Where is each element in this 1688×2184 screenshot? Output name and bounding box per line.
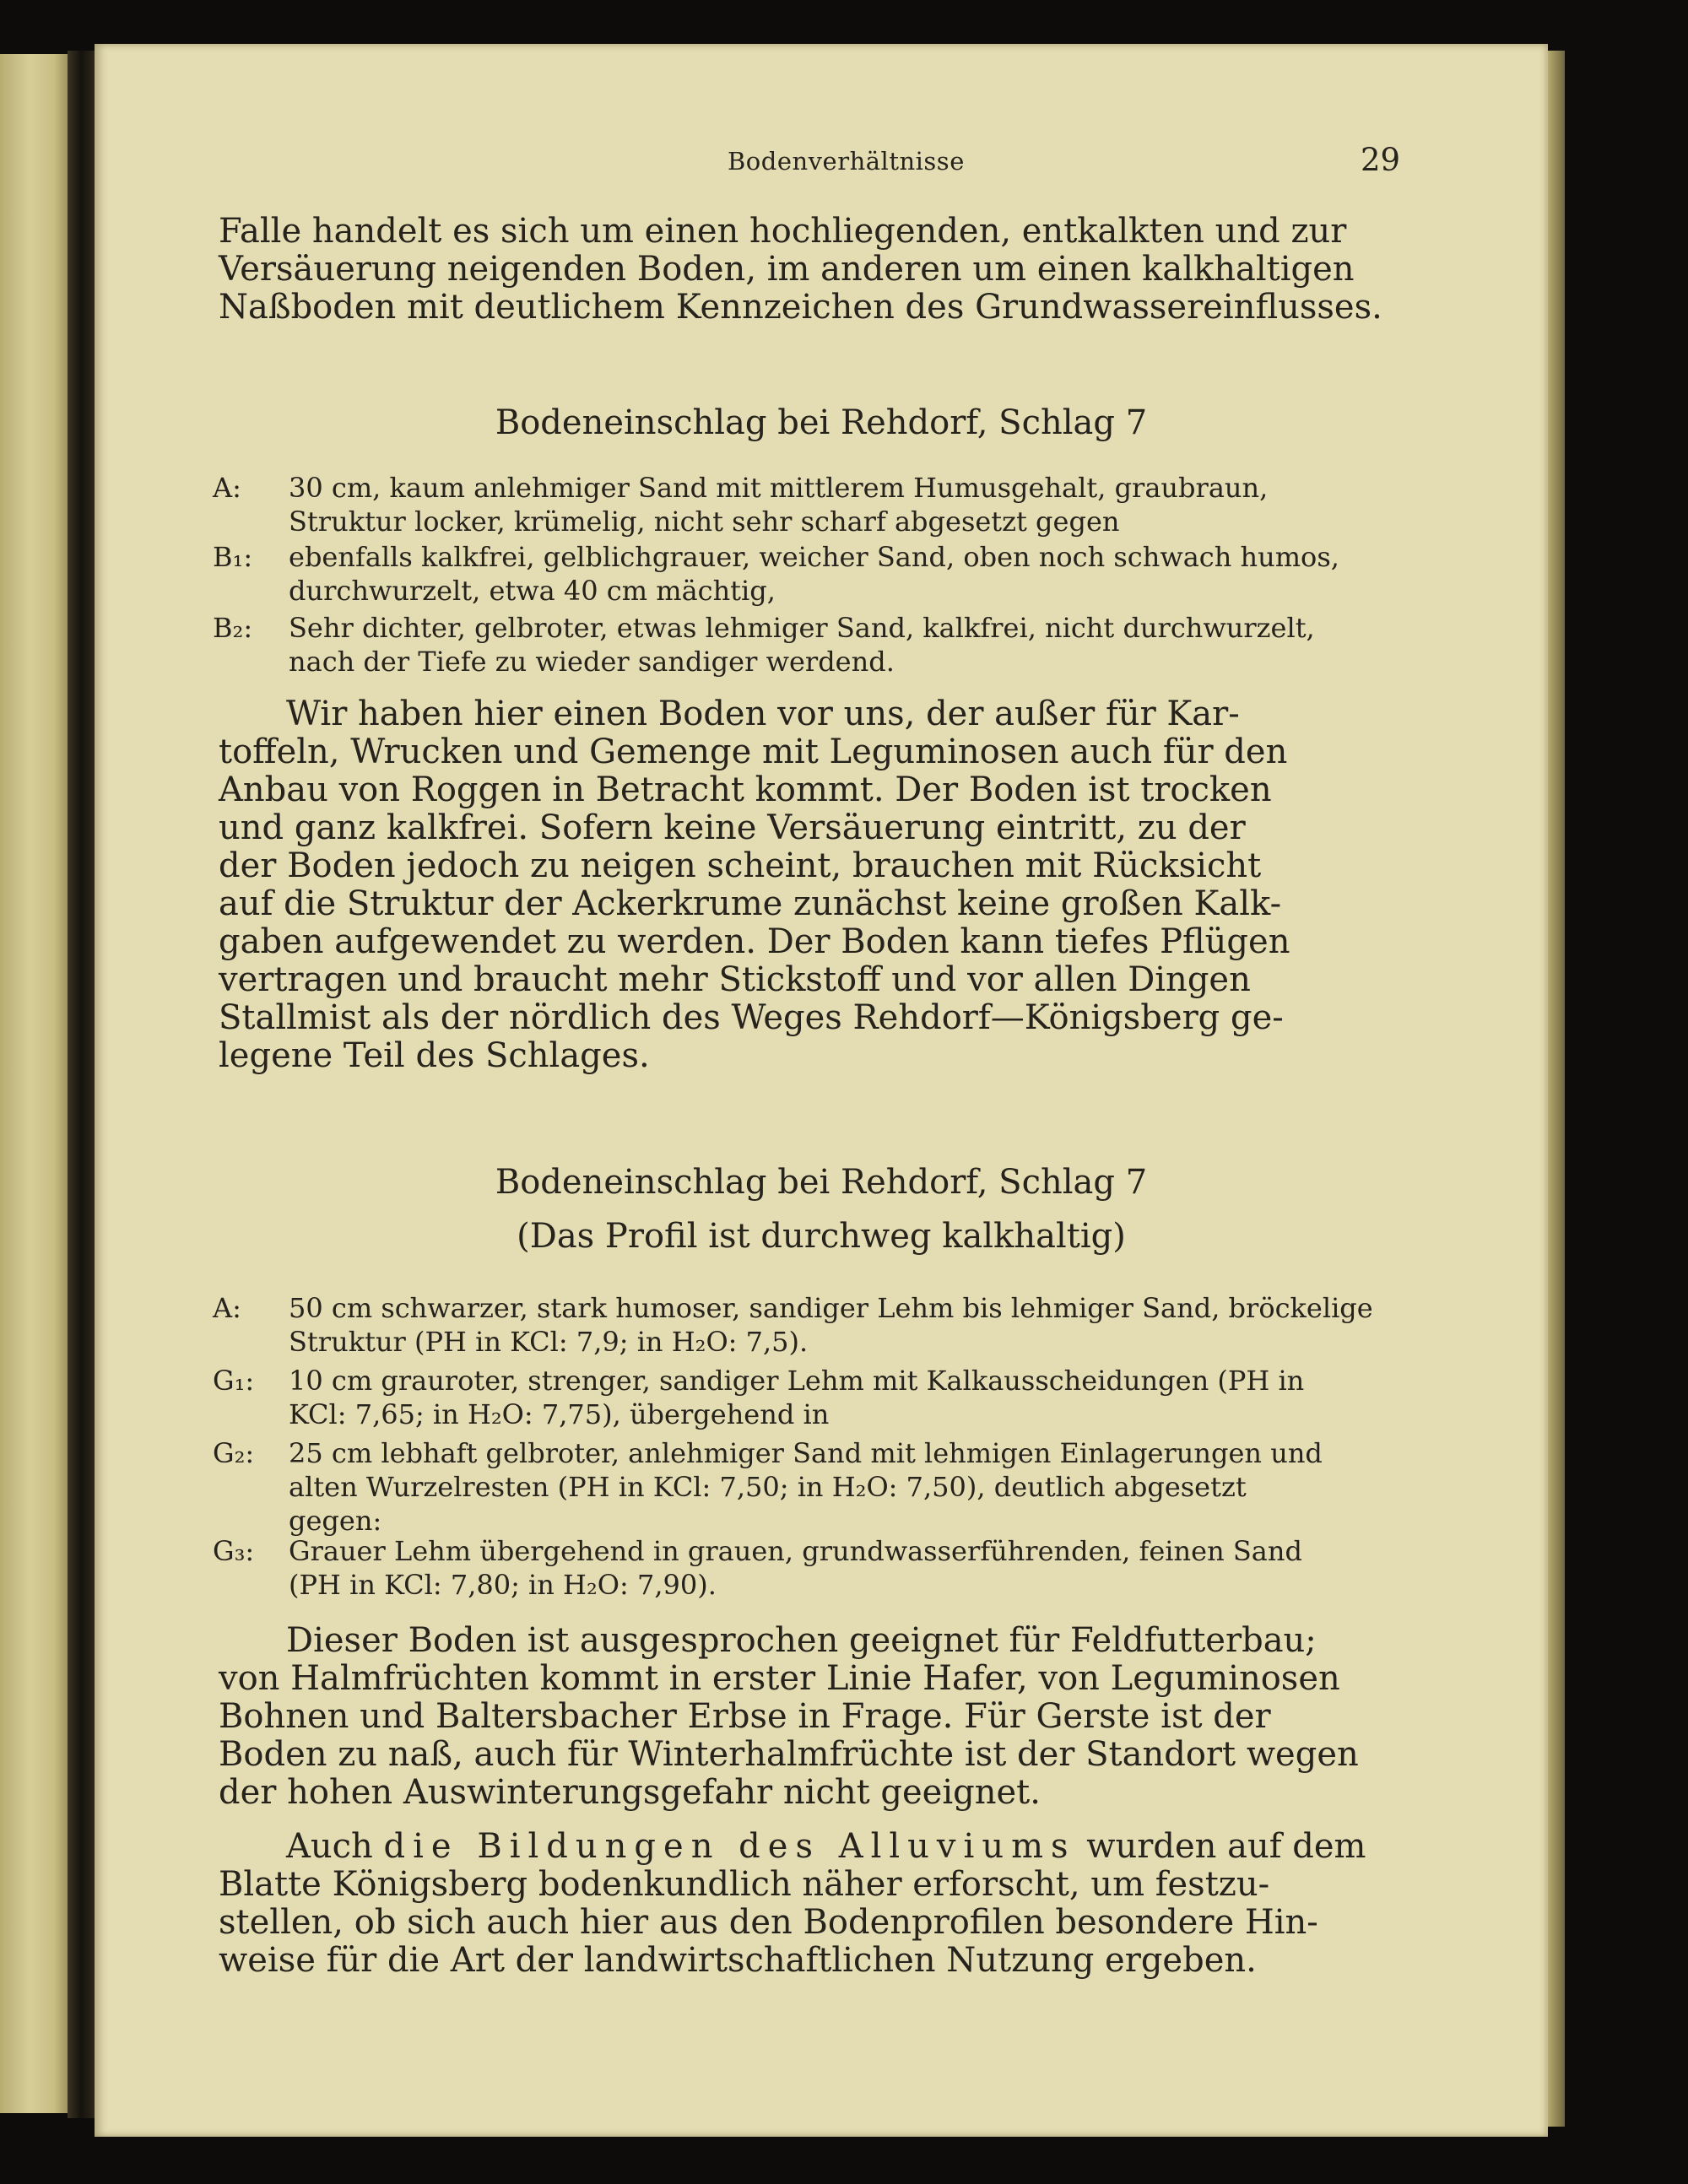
page-number: 29 [1361,142,1401,178]
horizon-text [289,1436,1411,1538]
text-line: der hohen Auswinterungsgefahr nicht geeignet. [219,1773,1041,1812]
text-line: Bohnen und Baltersbacher Erbse in Frage. Für Gerste ist der [219,1697,1271,1736]
text-line: legene Teil des Schlages. [219,1036,650,1075]
text-line: von Halmfrüchten kommt in erster Linie Hafer, von Leguminosen [219,1659,1340,1698]
text-line: Boden zu naß, auch für Winterhalmfrüchte ist der Standort wegen [219,1735,1359,1774]
horizon-line: Sehr dichter, gelbroter, etwas lehmiger Sand, kalkfrei, nicht durchwurzelt, [289,612,1315,644]
horizon-line: (PH in KCl: 7,80; in H₂O: 7,90). [289,1569,717,1601]
horizon-line: Struktur locker, krümelig, nicht sehr scharf abgesetzt gegen [289,505,1120,538]
horizon-line: alten Wurzelresten (PH in KCl: 7,50; in H₂O: 7,50), deutlich abgesetzt [289,1471,1247,1503]
horizon-line: 30 cm, kaum anlehmiger Sand mit mittlerem Humusgehalt, graubraun, [289,472,1269,504]
horizon-text [289,1364,1411,1431]
horizon-text [289,1291,1411,1359]
horizon-line: gegen: [289,1505,382,1537]
paragraph-1 [219,213,1409,327]
horizon-line: Struktur (PH in KCl: 7,9; in H₂O: 7,5). [289,1326,809,1358]
paragraph-2 [219,695,1409,1075]
text-line: Stallmist als der nördlich des Weges Rehdorf—Königsberg ge- [219,998,1284,1037]
horizon-line: 10 cm grauroter, strenger, sandiger Lehm mit Kalkausscheidungen (PH in [289,1365,1305,1397]
horizon-text [289,540,1411,608]
horizon-line: Grauer Lehm übergehend in grauen, grundwasserführenden, feinen Sand [289,1535,1302,1567]
profile-1-title: Bodeneinschlag bei Rehdorf, Schlag 7 [495,403,1148,442]
paragraph-4 [219,1828,1409,1980]
horizon-line: 50 cm schwarzer, stark humoser, sandiger Lehm bis lehmiger Sand, bröckelige [289,1292,1373,1324]
text-line: Falle handelt es sich um einen hochliegenden, entkalkten und zur [219,212,1347,251]
horizon-label: G₃: [213,1535,255,1567]
book-page [95,44,1548,2137]
horizon-text [289,1534,1411,1602]
text-line: gaben aufgewendet zu werden. Der Boden kann tiefes Pflügen [219,922,1290,961]
page-header [95,142,1548,197]
horizon-text [289,611,1411,678]
text-line: Wir haben hier einen Boden vor uns, der außer für Kar- [286,695,1240,733]
horizon-label: A: [213,472,241,504]
text-line: Naßboden mit deutlichem Kennzeichen des Grundwassereinflusses. [219,288,1382,327]
horizon-line: 25 cm lebhaft gelbroter, anlehmiger Sand mit lehmigen Einlagerungen und [289,1437,1323,1469]
horizon-line: nach der Tiefe zu wieder sandiger werdend. [289,646,895,678]
text-line: der Boden jedoch zu neigen scheint, brauchen mit Rücksicht [219,846,1262,885]
left-page-edge [0,54,68,2113]
paragraph-3 [219,1622,1409,1812]
text-run: wurden auf dem [1086,1827,1366,1866]
text-run: Auch [286,1827,373,1866]
horizon-line: KCl: 7,65; in H₂O: 7,75), übergehend in [289,1398,830,1430]
running-head: Bodenverhältnisse [728,147,965,176]
horizon-label: A: [213,1292,241,1324]
text-line: auf die Struktur der Ackerkrume zunächst keine großen Kalk- [219,884,1282,923]
text-line [219,1828,1409,1866]
page-edge [1548,51,1565,2127]
emphasized-text: die Bildungen des Alluviums [383,1827,1076,1866]
text-line: Versäuerung neigenden Boden, im anderen um einen kalkhaltigen [219,250,1355,289]
profile-2-subtitle: (Das Profil ist durchweg kalkhaltig) [517,1217,1126,1256]
text-line: stellen, ob sich auch hier aus den Bodenprofilen besondere Hin- [219,1903,1318,1942]
text-line: weise für die Art der landwirtschaftlichen Nutzung ergeben. [219,1941,1257,1980]
horizon-label: B₂: [213,612,253,644]
book-gutter [68,51,95,2118]
text-line: und ganz kalkfrei. Sofern keine Versäuerung eintritt, zu der [219,808,1246,847]
horizon-label: G₁: [213,1365,255,1397]
text-line: Dieser Boden ist ausgesprochen geeignet für Feldfutterbau; [286,1621,1317,1660]
text-line: Anbau von Roggen in Betracht kommt. Der Boden ist trocken [219,770,1272,809]
text-line: vertragen und braucht mehr Stickstoff und vor allen Dingen [219,960,1251,999]
horizon-label: G₂: [213,1437,255,1469]
profile-2-title: Bodeneinschlag bei Rehdorf, Schlag 7 [495,1163,1148,1202]
horizon-line: durchwurzelt, etwa 40 cm mächtig, [289,575,776,607]
horizon-label: B₁: [213,541,253,573]
horizon-line: ebenfalls kalkfrei, gelblichgrauer, weicher Sand, oben noch schwach humos, [289,541,1339,573]
text-line: Blatte Königsberg bodenkundlich näher erforscht, um festzu- [219,1865,1270,1904]
horizon-text [289,471,1411,538]
text-line: toffeln, Wrucken und Gemenge mit Leguminosen auch für den [219,733,1288,771]
